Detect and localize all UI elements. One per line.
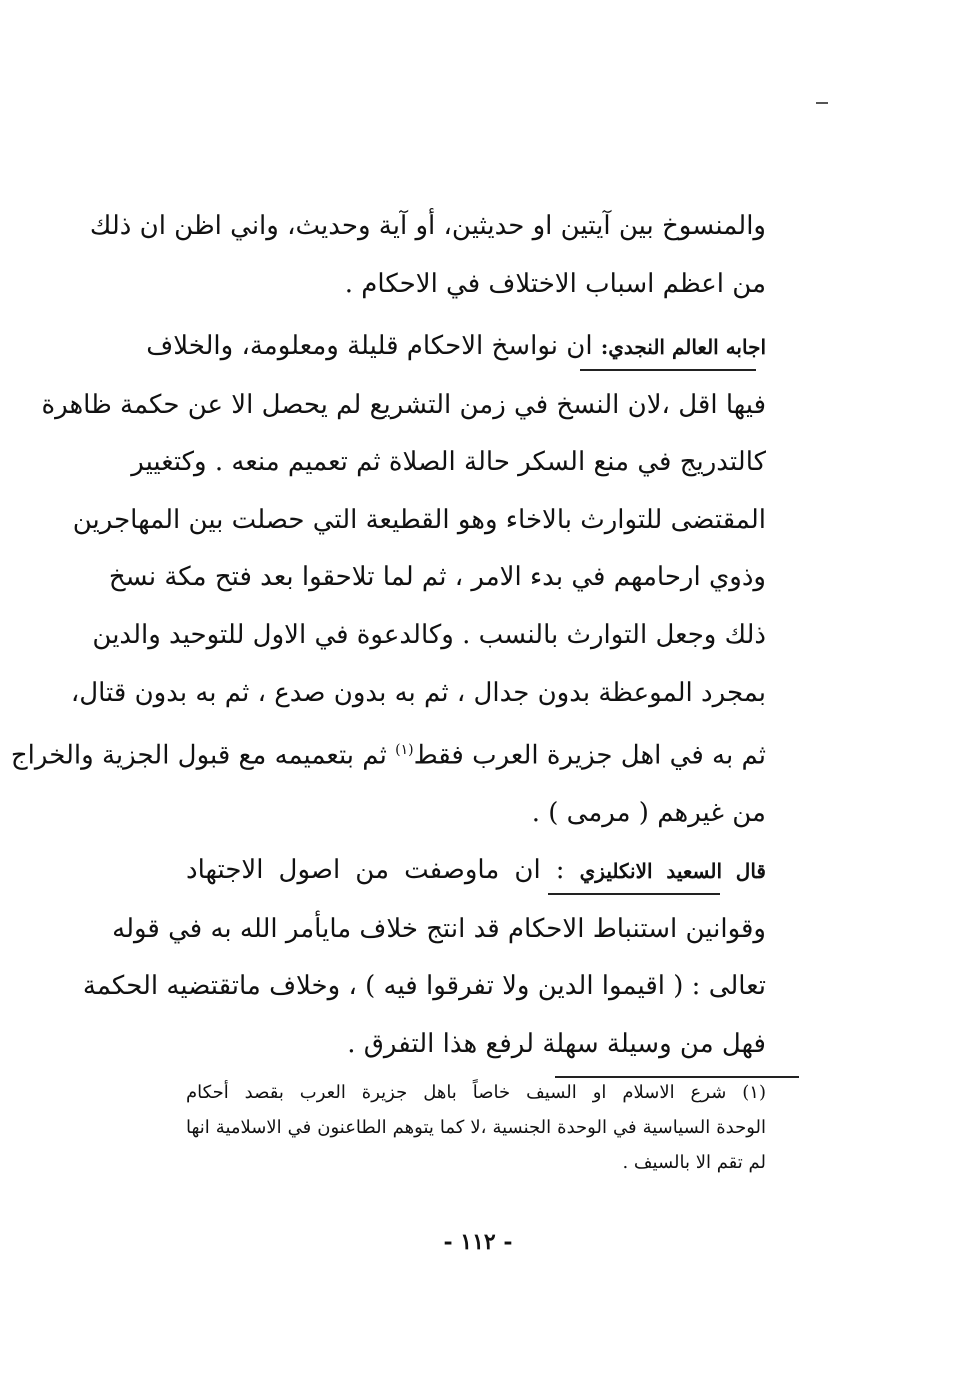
body-text: : ان ماوصفت من اصول الاجتهاد: [186, 855, 580, 885]
paragraph-3: [82, 855, 766, 1086]
body-line: المقتضى للتوارث بالاخاء وهو القطيعة التي حصلت بين المهاجرين: [72, 504, 766, 535]
body-line: والمنسوخ بين آيتين او حديثين، أو آية وحديث، واني اظن ان ذلك: [89, 211, 766, 241]
body-line-with-footnote-ref: [10, 735, 766, 771]
body-text: ثم بتعميمه مع قبول الجزية والخراج: [10, 740, 396, 771]
speaker-label: قال السعيد الانكليزي: [579, 859, 766, 883]
speaker-underline: [580, 369, 756, 371]
body-line: كالتدريج في منع السكر حالة الصلاة ثم تعميم منعه . وكتغيير: [131, 447, 766, 478]
footnote-rule: [555, 1076, 799, 1078]
body-line-with-speaker: [186, 855, 766, 886]
body-text: ان نواسخ الاحكام قليلة ومعلومة، والخلاف: [146, 331, 601, 361]
body-line: فهل من وسيلة سهلة لرفع هذا التفرق .: [347, 1028, 766, 1059]
paragraph-1: [89, 211, 766, 326]
body-line: فيها اقل ،لان النسخ في زمن التشريع لم يحصل الا عن حكمة ظاهرة: [41, 389, 766, 420]
body-line-with-speaker: [146, 331, 766, 362]
footnote-reference: (١): [395, 742, 414, 759]
body-line: ذلك وجعل التوارث بالنسب . وكالدعوة في الاول للتوحيد والدين: [92, 619, 766, 650]
body-line: وقوانين استنباط الاحكام قد انتج خلاف مايأمر الله به في قوله: [112, 913, 766, 944]
footnote-line: لم تقم الا بالسيف .: [622, 1152, 766, 1173]
speaker-underline: [548, 893, 720, 895]
scan-mark: [816, 102, 828, 104]
body-line: من غيرهم ( مرمى ) .: [531, 798, 766, 829]
footnote-line: الوحدة السياسية في الوحدة الجنسية ،لا كما يتوهم الطاعنون في الاسلامية انها: [186, 1117, 766, 1138]
paragraph-2: [10, 331, 766, 856]
footnote-line: (١) شرع الاسلام او السيف خاصاً باهل جزيرة العرب بقصد أحكام: [186, 1082, 766, 1103]
body-line: تعالى : ( اقيموا الدين ولا تفرقوا فيه ) ، وخلاف ماتقتضيه الحكمة: [82, 971, 766, 1002]
footnote: [186, 1082, 766, 1187]
body-line: وذوي ارحامهم في بدء الامر ، ثم لما تلاحقوا بعد فتح مكة نسخ: [108, 562, 766, 593]
body-line: بمجرد الموعظة بدون جدال ، ثم به بدون صدع ، ثم به بدون قتال،: [70, 677, 766, 708]
body-line: من اعظم اسباب الاختلاف في الاحكام .: [344, 268, 766, 299]
body-text: ثم به في اهل جزيرة العرب فقط: [413, 740, 766, 771]
page-number: - ١١٢ -: [443, 1229, 513, 1255]
speaker-label: اجابه العالم النجدي:: [600, 335, 766, 359]
